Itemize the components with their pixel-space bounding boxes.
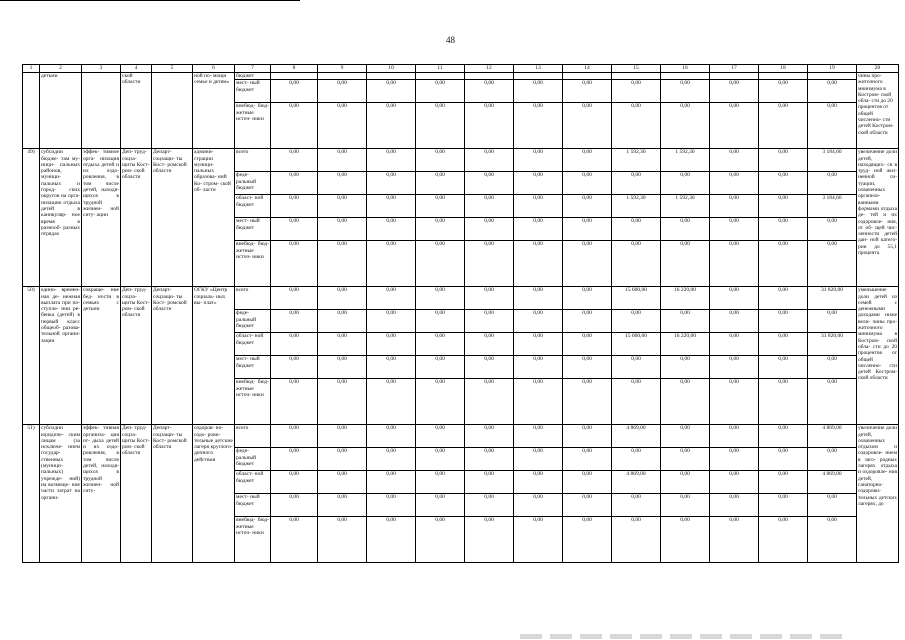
measure-name: субсидии бюдже- там му- ници- пальных районов, муници- пальных и город- ских округов на орга- низацию отдыха детей в каникуляр- ное время в разнооб- разных отрядах — [40, 149, 82, 287]
value-cell: 0,00 — [808, 218, 857, 241]
value-cell: 0,00 — [759, 241, 808, 287]
value-cell: 0,00 — [318, 310, 367, 333]
column-number: 12 — [465, 65, 514, 73]
value-cell: 0,00 — [759, 172, 808, 195]
value-cell: 0,00 — [612, 356, 661, 379]
value-cell: 0,00 — [318, 379, 367, 425]
value-cell: 0,00 — [514, 218, 563, 241]
value-cell: 0,00 — [318, 195, 367, 218]
value-cell: 0,00 — [465, 333, 514, 356]
value-cell: 0,00 — [759, 494, 808, 517]
value-cell: 0,00 — [612, 517, 661, 563]
value-cell: 0,00 — [759, 379, 808, 425]
top-rule — [0, 0, 300, 1]
value-cell: 0,00 — [514, 80, 563, 103]
value-cell — [465, 73, 514, 80]
value-cell: 0,00 — [759, 356, 808, 379]
value-cell: 0,00 — [416, 356, 465, 379]
value-cell: 0,00 — [759, 195, 808, 218]
value-cell: 0,00 — [271, 471, 318, 494]
value-cell — [416, 73, 465, 80]
column-number: 1 — [23, 65, 40, 73]
value-cell: 0,00 — [367, 80, 416, 103]
table-body — [23, 73, 899, 563]
value-cell: 0,00 — [759, 80, 808, 103]
value-cell: 0,00 — [271, 333, 318, 356]
value-cell: 0,00 — [563, 195, 612, 218]
value-cell: 0,00 — [514, 195, 563, 218]
value-cell: 4 869,00 — [808, 425, 857, 448]
responsible-executor: Деп- труд- соцза- щиты Кост- ром- ской области — [121, 149, 152, 287]
value-cell: 1 592,30 — [612, 195, 661, 218]
value-cell: 0,00 — [661, 425, 710, 448]
value-cell: 0,00 — [318, 103, 367, 149]
value-cell: 0,00 — [318, 425, 367, 448]
value-cell: 0,00 — [271, 379, 318, 425]
row-number: 51) — [23, 425, 40, 563]
value-cell — [318, 73, 367, 80]
value-cell: 0,00 — [271, 195, 318, 218]
column-number: 7 — [235, 65, 271, 73]
value-cell: 0,00 — [465, 356, 514, 379]
value-cell: 0,00 — [465, 471, 514, 494]
value-cell: 0,00 — [367, 471, 416, 494]
value-cell: 0,00 — [514, 241, 563, 287]
value-cell: 0,00 — [416, 172, 465, 195]
value-cell: 15 600,00 — [612, 333, 661, 356]
value-cell: 0,00 — [563, 517, 612, 563]
value-cell: 0,00 — [661, 356, 710, 379]
value-cell: 0,00 — [661, 172, 710, 195]
value-cell — [661, 73, 710, 80]
value-cell: 0,00 — [759, 287, 808, 310]
column-number: 5 — [152, 65, 193, 73]
value-cell: 4 869,00 — [808, 471, 857, 494]
value-cell: 0,00 — [808, 379, 857, 425]
value-cell: 0,00 — [808, 517, 857, 563]
coordinator — [152, 73, 193, 149]
value-cell: 0,00 — [271, 310, 318, 333]
table-row — [23, 287, 899, 310]
value-cell: 0,00 — [514, 103, 563, 149]
value-cell: 0,00 — [612, 241, 661, 287]
value-cell: 0,00 — [808, 172, 857, 195]
value-cell: 0,00 — [367, 287, 416, 310]
participants: ной по- мощи семье и детям» — [193, 73, 235, 149]
value-cell: 0,00 — [710, 287, 759, 310]
value-cell: 0,00 — [661, 310, 710, 333]
value-cell: 0,00 — [710, 310, 759, 333]
value-cell — [808, 73, 857, 80]
value-cell: 0,00 — [465, 103, 514, 149]
value-cell: 0,00 — [416, 471, 465, 494]
value-cell: 0,00 — [416, 333, 465, 356]
funding-source: феде- ральный бюджет — [235, 310, 271, 333]
value-cell: 0,00 — [416, 448, 465, 471]
value-cell: 0,00 — [416, 218, 465, 241]
measure-goal: сокраще- ние бед- ности в семьях с детьми — [82, 287, 121, 425]
value-cell: 0,00 — [710, 379, 759, 425]
column-number: 15 — [612, 65, 661, 73]
value-cell: 0,00 — [661, 80, 710, 103]
value-cell: 0,00 — [271, 494, 318, 517]
value-cell: 0,00 — [318, 172, 367, 195]
value-cell: 0,00 — [271, 356, 318, 379]
value-cell: 0,00 — [612, 448, 661, 471]
funding-source: феде- ральный бюджет — [235, 172, 271, 195]
value-cell: 0,00 — [710, 517, 759, 563]
value-cell: 0,00 — [271, 241, 318, 287]
value-cell: 0,00 — [808, 241, 857, 287]
value-cell: 0,00 — [808, 448, 857, 471]
column-number: 8 — [271, 65, 318, 73]
funding-source: внебюд- бюд- жетные источ- ники — [235, 103, 271, 149]
column-number: 20 — [857, 65, 899, 73]
value-cell: 0,00 — [710, 149, 759, 172]
value-cell: 0,00 — [514, 333, 563, 356]
value-cell: 0,00 — [759, 517, 808, 563]
value-cell: 0,00 — [661, 494, 710, 517]
value-cell: 0,00 — [367, 356, 416, 379]
value-cell: 0,00 — [710, 333, 759, 356]
value-cell: 0,00 — [416, 287, 465, 310]
value-cell: 0,00 — [563, 310, 612, 333]
participants: админи- страции муници- пальных образова- ний Ко- стром- ской об- ласти — [193, 149, 235, 287]
value-cell — [514, 73, 563, 80]
value-cell: 0,00 — [367, 172, 416, 195]
value-cell: 0,00 — [710, 241, 759, 287]
measure-name: субсидии юридиче- ским лицам (за исключе- нием государ- ственных (муници- пальных) учрежде- ний) на возмеще- ние части затрат на органи- — [40, 425, 82, 563]
value-cell: 0,00 — [661, 379, 710, 425]
value-cell: 0,00 — [563, 287, 612, 310]
value-cell: 0,00 — [318, 80, 367, 103]
expected-result: увеличение доли детей, охваченных отдыхом и оздоровле- нием в заго- родных лагерях отдыха и оздоровле- ния детей, санаторно- оздорови- тельных детских лагерях, до — [857, 425, 899, 563]
value-cell: 0,00 — [563, 241, 612, 287]
funding-source: всего — [235, 149, 271, 172]
value-cell: 0,00 — [563, 80, 612, 103]
value-cell: 0,00 — [710, 448, 759, 471]
value-cell: 0,00 — [465, 310, 514, 333]
value-cell: 0,00 — [563, 218, 612, 241]
value-cell: 0,00 — [514, 172, 563, 195]
value-cell — [710, 73, 759, 80]
funding-source: внебюд- бюд- жетные источ- ники — [235, 517, 271, 563]
value-cell: 0,00 — [465, 379, 514, 425]
value-cell: 0,00 — [318, 517, 367, 563]
value-cell: 0,00 — [318, 149, 367, 172]
value-cell: 16 220,00 — [661, 287, 710, 310]
value-cell — [271, 73, 318, 80]
value-cell: 0,00 — [271, 149, 318, 172]
value-cell: 0,00 — [612, 218, 661, 241]
value-cell: 1 592,30 — [612, 149, 661, 172]
value-cell: 0,00 — [710, 471, 759, 494]
value-cell: 31 820,00 — [808, 333, 857, 356]
value-cell: 0,00 — [416, 195, 465, 218]
funding-source: внебюд- бюд- жетные источ- ники — [235, 379, 271, 425]
value-cell — [759, 73, 808, 80]
funding-source: бюджет — [235, 73, 271, 80]
value-cell: 0,00 — [416, 241, 465, 287]
value-cell: 0,00 — [271, 80, 318, 103]
value-cell: 0,00 — [759, 149, 808, 172]
value-cell — [367, 73, 416, 80]
value-cell: 0,00 — [710, 494, 759, 517]
funding-source: феде- ральный бюджет — [235, 448, 271, 471]
value-cell: 0,00 — [416, 103, 465, 149]
value-cell: 0,00 — [808, 80, 857, 103]
column-number: 3 — [82, 65, 121, 73]
value-cell: 0,00 — [563, 356, 612, 379]
funding-source: всего — [235, 425, 271, 448]
value-cell: 1 592,30 — [661, 149, 710, 172]
value-cell: 0,00 — [367, 448, 416, 471]
value-cell: 0,00 — [465, 80, 514, 103]
value-cell: 0,00 — [661, 517, 710, 563]
value-cell: 0,00 — [514, 149, 563, 172]
value-cell: 0,00 — [661, 241, 710, 287]
expected-result: увеличение доли детей, находящих- ся в труд- ной жиз- ненной си- туации, охваченных организо- ванными формами отдыха де- тей и их оздоровле- ния, от об- щей чис- ленности детей дан- ной катего- рии до 55,1 процента — [857, 149, 899, 287]
value-cell: 0,00 — [808, 310, 857, 333]
row-number — [23, 73, 40, 149]
funding-source: внебюд- бюд- жетные источ- ники — [235, 241, 271, 287]
value-cell: 0,00 — [612, 80, 661, 103]
value-cell: 0,00 — [710, 425, 759, 448]
funding-source: мест- ный бюджет — [235, 356, 271, 379]
expected-result: уменьшение доли детей из семей с денежными доходами ниже вели- чины про- житочного минимума в Костром- ской обла- сти до 20 процентов от общей численно- сти детей Костром- ской области — [857, 287, 899, 425]
page-number: 48 — [446, 35, 455, 45]
value-cell: 0,00 — [759, 103, 808, 149]
value-cell: 0,00 — [710, 80, 759, 103]
value-cell: 0,00 — [514, 494, 563, 517]
coordinator: Департ- соцзащи- ты Кост- ромской области — [152, 287, 193, 425]
value-cell: 0,00 — [318, 218, 367, 241]
value-cell: 0,00 — [318, 471, 367, 494]
column-number: 11 — [416, 65, 465, 73]
value-cell: 0,00 — [416, 80, 465, 103]
value-cell: 0,00 — [612, 172, 661, 195]
value-cell: 0,00 — [710, 218, 759, 241]
value-cell: 0,00 — [661, 448, 710, 471]
value-cell: 4 869,00 — [612, 425, 661, 448]
measure-name: едино- времен- ная де- нежная выплата при по- ступле- нии ре- бенка (детей) в первый класс общеоб- разова- тельной органи- зации — [40, 287, 82, 425]
measure-goal: эффек- тивное орга- низация отдыха детей и их оздо- ровления, в том числе детей, находя- щихся в трудной жизнен- ной ситу- ации — [82, 149, 121, 287]
value-cell: 0,00 — [367, 333, 416, 356]
value-cell: 3 184,60 — [808, 149, 857, 172]
value-cell: 0,00 — [367, 425, 416, 448]
column-number-row — [23, 65, 899, 73]
value-cell: 0,00 — [465, 149, 514, 172]
value-cell: 0,00 — [465, 517, 514, 563]
value-cell: 0,00 — [514, 448, 563, 471]
value-cell: 0,00 — [514, 379, 563, 425]
value-cell: 0,00 — [271, 287, 318, 310]
responsible-executor: Деп- труд- соцза- щиты Кост- ром- ской области — [121, 425, 152, 563]
value-cell: 0,00 — [759, 471, 808, 494]
column-number: 4 — [121, 65, 152, 73]
value-cell: 0,00 — [416, 379, 465, 425]
value-cell: 0,00 — [367, 517, 416, 563]
column-number: 13 — [514, 65, 563, 73]
column-number: 2 — [40, 65, 82, 73]
value-cell: 0,00 — [271, 517, 318, 563]
value-cell: 0,00 — [367, 241, 416, 287]
value-cell: 0,00 — [563, 333, 612, 356]
coordinator: Департ- соцзащи- ты Кост- ромской области — [152, 425, 193, 563]
value-cell: 0,00 — [563, 379, 612, 425]
blurred-footer-text — [520, 634, 850, 639]
value-cell: 0,00 — [465, 241, 514, 287]
value-cell — [563, 73, 612, 80]
value-cell: 0,00 — [563, 172, 612, 195]
value-cell: 0,00 — [612, 494, 661, 517]
value-cell: 0,00 — [367, 494, 416, 517]
value-cell: 0,00 — [514, 425, 563, 448]
column-number: 14 — [563, 65, 612, 73]
value-cell: 0,00 — [808, 103, 857, 149]
value-cell: 0,00 — [710, 356, 759, 379]
value-cell: 0,00 — [563, 471, 612, 494]
value-cell: 0,00 — [465, 195, 514, 218]
funding-source: мест- ный бюджет — [235, 218, 271, 241]
value-cell: 1 592,30 — [661, 195, 710, 218]
measure-name: детьми — [40, 73, 82, 149]
value-cell: 0,00 — [416, 494, 465, 517]
value-cell: 0,00 — [367, 103, 416, 149]
value-cell: 0,00 — [367, 310, 416, 333]
value-cell: 0,00 — [759, 448, 808, 471]
value-cell: 16 220,00 — [661, 333, 710, 356]
value-cell: 0,00 — [563, 448, 612, 471]
value-cell: 0,00 — [416, 310, 465, 333]
value-cell: 0,00 — [271, 218, 318, 241]
value-cell — [612, 73, 661, 80]
coordinator: Департ- соцзащи- ты Кост- ромской области — [152, 149, 193, 287]
value-cell: 0,00 — [710, 172, 759, 195]
value-cell: 0,00 — [465, 448, 514, 471]
program-table — [22, 64, 899, 563]
funding-source: мест- ный бюджет — [235, 494, 271, 517]
value-cell: 0,00 — [808, 356, 857, 379]
value-cell: 0,00 — [271, 448, 318, 471]
value-cell: 0,00 — [465, 425, 514, 448]
column-number: 10 — [367, 65, 416, 73]
value-cell: 0,00 — [465, 287, 514, 310]
value-cell: 4 869,00 — [612, 471, 661, 494]
value-cell: 0,00 — [759, 218, 808, 241]
value-cell: 0,00 — [563, 149, 612, 172]
value-cell: 0,00 — [367, 195, 416, 218]
column-number: 19 — [808, 65, 857, 73]
value-cell: 0,00 — [318, 448, 367, 471]
value-cell: 0,00 — [318, 241, 367, 287]
value-cell: 0,00 — [808, 494, 857, 517]
value-cell: 0,00 — [759, 425, 808, 448]
value-cell: 0,00 — [563, 494, 612, 517]
column-number: 16 — [661, 65, 710, 73]
value-cell: 31 820,00 — [808, 287, 857, 310]
value-cell: 0,00 — [661, 103, 710, 149]
value-cell: 0,00 — [367, 149, 416, 172]
funding-source: област- ной бюджет — [235, 195, 271, 218]
value-cell: 0,00 — [563, 103, 612, 149]
row-number: 50) — [23, 287, 40, 425]
column-number: 6 — [193, 65, 235, 73]
value-cell: 0,00 — [465, 172, 514, 195]
expected-result: чины про- житочного минимума в Костром- ской обла- сти до 20 процентов от общей численно- сти детей Костром- ской области — [857, 73, 899, 149]
responsible-executor: Деп- труд- соцза- щиты Кост- ром- ской области — [121, 287, 152, 425]
value-cell: 0,00 — [367, 379, 416, 425]
value-cell: 0,00 — [514, 356, 563, 379]
value-cell: 0,00 — [514, 517, 563, 563]
value-cell: 0,00 — [416, 425, 465, 448]
column-number: 18 — [759, 65, 808, 73]
value-cell: 0,00 — [661, 218, 710, 241]
value-cell: 0,00 — [465, 494, 514, 517]
value-cell: 3 184,60 — [808, 195, 857, 218]
participants: оздоров- но-оздо- рови- тельные детские лагеря круглого- дичного действия — [193, 425, 235, 563]
value-cell: 0,00 — [612, 310, 661, 333]
funding-source: област- ной бюджет — [235, 333, 271, 356]
value-cell: 0,00 — [318, 356, 367, 379]
table-row — [23, 425, 899, 448]
funding-source: всего — [235, 287, 271, 310]
value-cell: 0,00 — [367, 218, 416, 241]
value-cell: 0,00 — [759, 310, 808, 333]
value-cell: 0,00 — [759, 333, 808, 356]
column-number: 9 — [318, 65, 367, 73]
value-cell: 0,00 — [416, 517, 465, 563]
value-cell: 0,00 — [271, 425, 318, 448]
value-cell: 0,00 — [465, 218, 514, 241]
value-cell: 0,00 — [612, 379, 661, 425]
value-cell: 0,00 — [271, 172, 318, 195]
value-cell: 0,00 — [514, 287, 563, 310]
value-cell: 15 600,00 — [612, 287, 661, 310]
measure-goal — [82, 73, 121, 149]
value-cell: 0,00 — [661, 471, 710, 494]
value-cell: 0,00 — [514, 310, 563, 333]
table-row — [23, 149, 899, 172]
value-cell: 0,00 — [563, 425, 612, 448]
measure-goal: эффек- тивная организа- ция от- дыха детей и их оздо- ровления, в том числе детей, находя- щихся в трудной жизнен- ной ситу- — [82, 425, 121, 563]
value-cell: 0,00 — [318, 494, 367, 517]
value-cell: 0,00 — [416, 149, 465, 172]
table-row — [23, 73, 899, 80]
column-number: 17 — [710, 65, 759, 73]
responsible-executor: ской области — [121, 73, 152, 149]
value-cell: 0,00 — [514, 471, 563, 494]
value-cell: 0,00 — [710, 103, 759, 149]
value-cell: 0,00 — [612, 103, 661, 149]
value-cell: 0,00 — [318, 287, 367, 310]
funding-source: мест- ный бюджет — [235, 80, 271, 103]
row-number: 49) — [23, 149, 40, 287]
value-cell: 0,00 — [710, 195, 759, 218]
participants: ОГКУ «Центр социаль- ных вы- плат» — [193, 287, 235, 425]
funding-source: област- ной бюджет — [235, 471, 271, 494]
value-cell: 0,00 — [271, 103, 318, 149]
value-cell: 0,00 — [318, 333, 367, 356]
